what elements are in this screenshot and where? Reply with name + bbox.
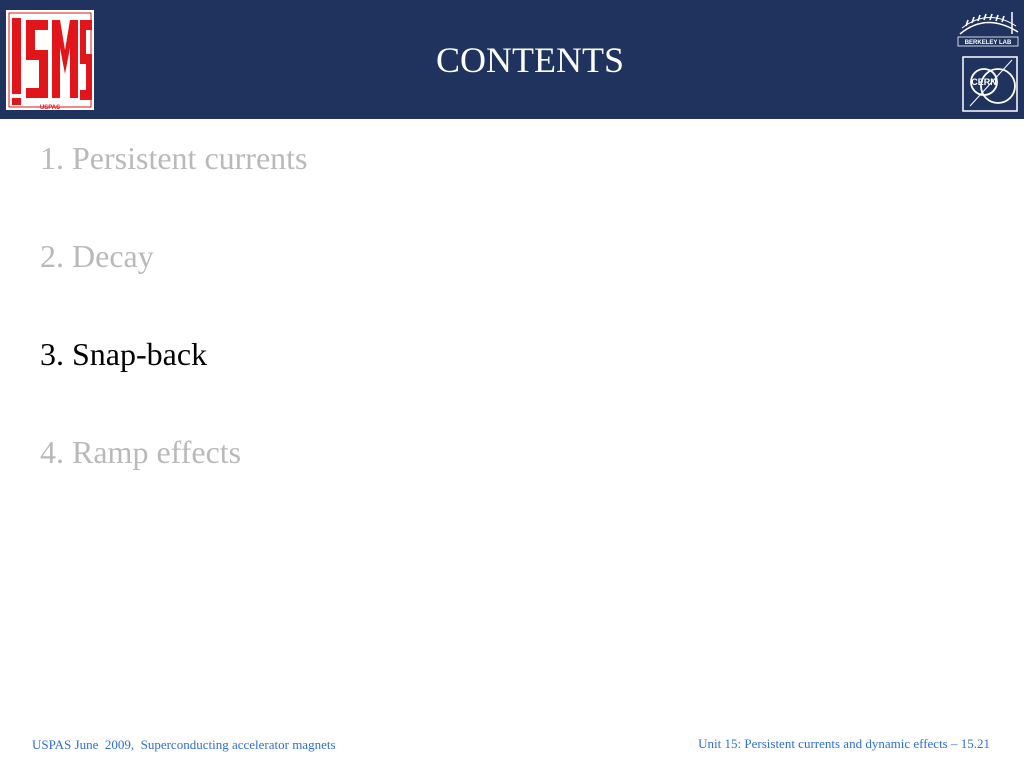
footer-course-info: USPAS June 2009, Superconducting accelerator magnets — [32, 737, 336, 752]
contents-item-decay: 2. Decay — [40, 238, 154, 274]
contents-item-snap-back: 3. Snap-back — [40, 336, 208, 372]
contents-list — [40, 138, 308, 530]
cern-logo — [962, 56, 1018, 112]
uspas-logo-label: USPAS — [39, 105, 61, 110]
berkeley-lab-logo-graphic — [956, 4, 1022, 52]
contents-item-ramp-effects: 4. Ramp effects — [40, 434, 242, 470]
footer-unit-info: Unit 15: Persistent currents and dynamic effects – 15.21 — [698, 736, 990, 751]
berkeley-lab-logo-label: BERKELEY LAB — [964, 40, 1012, 46]
contents-item-persistent-currents: 1. Persistent currents — [40, 140, 308, 176]
cern-logo-label: CERN — [971, 77, 997, 87]
header-bar — [0, 0, 1024, 119]
cern-logo-graphic — [962, 56, 1018, 112]
page-title: CONTENTS — [436, 40, 624, 80]
berkeley-lab-logo — [956, 4, 1022, 52]
